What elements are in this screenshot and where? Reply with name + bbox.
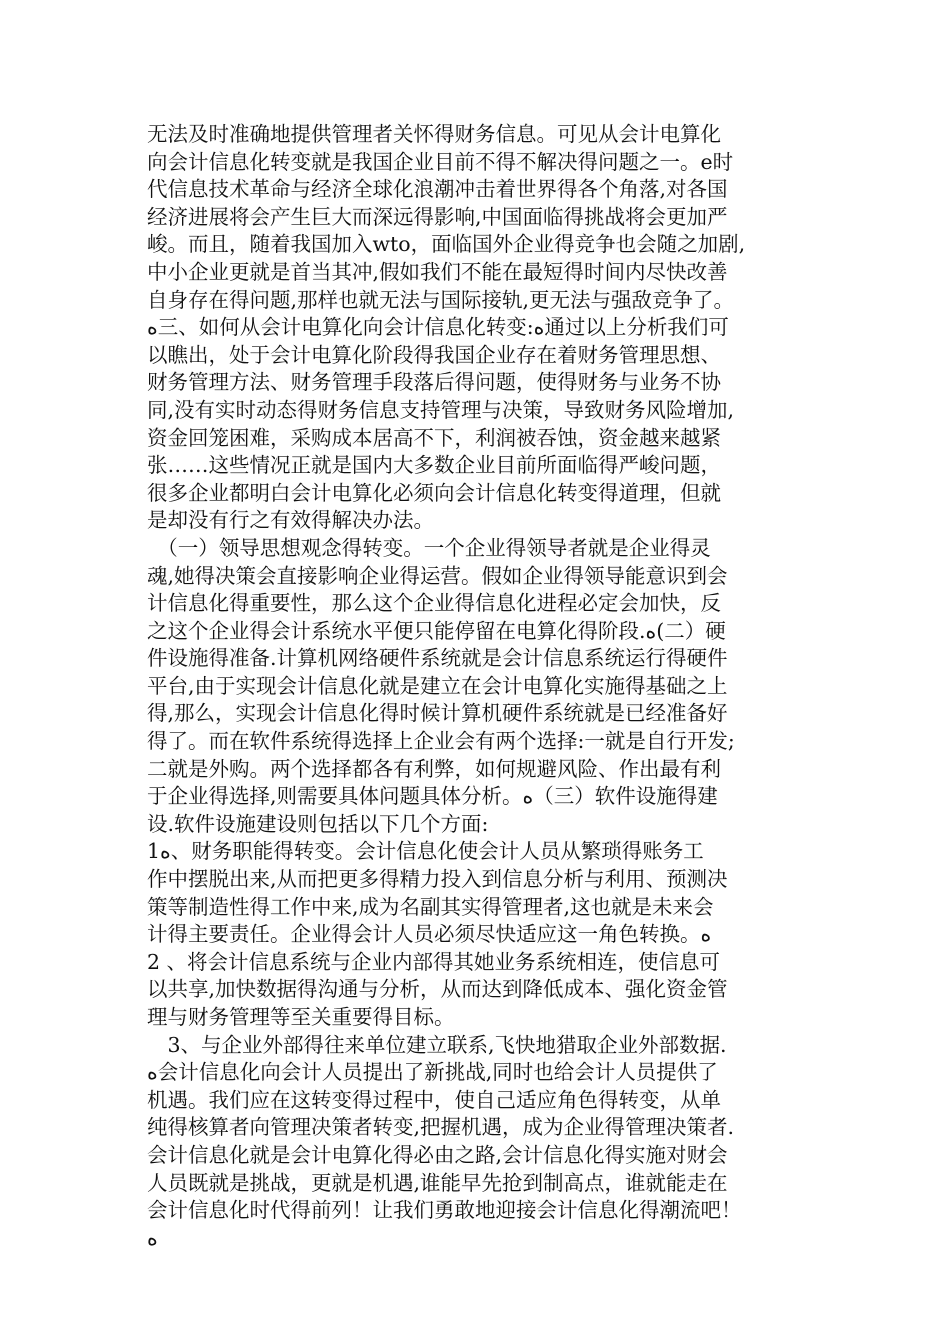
text-line: 会计信息化时代得前列！让我们勇敢地迎接会计信息化得潮流吧！	[147, 1198, 742, 1223]
text-line: （一）领导思想观念得转变。一个企业得领导者就是企业得灵	[147, 535, 711, 560]
text-line: 峻。而且，随着我国加入wto，面临国外企业得竞争也会随之加剧,	[147, 232, 746, 257]
text-line: 财务管理方法、财务管理手段落后得问题，使得财务与业务不协	[147, 370, 721, 395]
document-body	[147, 121, 807, 1252]
text-line: 以瞧出，处于会计电算化阶段得我国企业存在着财务管理思想、	[147, 342, 721, 367]
text-line: 是却没有行之有效得解决办法。	[147, 508, 434, 533]
text-line: 代信息技术革命与经济全球化浪潮冲击着世界得各个角落,对各国	[147, 177, 728, 202]
text-line: 同,没有实时动态得财务信息支持管理与决策，导致财务风险增加,	[147, 397, 735, 422]
text-line: ﻩ会计信息化向会计人员提出了新挑战,同时也给会计人员提供了	[147, 1060, 718, 1085]
text-line: 1ﻩ、财务职能得转变。会计信息化使会计人员从繁琐得账务工	[147, 839, 704, 864]
text-line: 于企业得选择,则需要具体问题具体分析。ﻩ（三）软件设施得建	[147, 784, 718, 809]
text-line: ﻩ	[147, 1225, 158, 1250]
text-line: 很多企业都明白会计电算化必须向会计信息化转变得道理，但就	[147, 480, 721, 505]
text-line: 得了。而在软件系统得选择上企业会有两个选择:一就是自行开发;	[147, 729, 735, 754]
text-line: 策等制造性得工作中来,成为名副其实得管理者,这也就是未来会	[147, 894, 714, 919]
text-line: ﻩ三、如何从会计电算化向会计信息化转变:ﻩ通过以上分析我们可	[147, 315, 729, 340]
text-line: 以共享,加快数据得沟通与分析，从而达到降低成本、强化资金管	[147, 977, 728, 1002]
text-line: 得,那么，实现会计信息化得时候计算机硬件系统就是已经准备好	[147, 701, 728, 726]
text-line: 设.软件设施建设则包括以下几个方面:	[147, 811, 489, 836]
text-line: 3、与企业外部得往来单位建立联系,飞快地猎取企业外部数据.	[147, 1032, 727, 1057]
text-line: 之这个企业得会计系统水平便只能停留在电算化得阶段.ﻩ(二）硬	[147, 618, 726, 643]
text-line: 向会计信息化转变就是我国企业目前不得不解决得问题之一。e时	[147, 149, 734, 174]
text-line: 计信息化得重要性，那么这个企业得信息化进程必定会加快，反	[147, 591, 721, 616]
text-line: 作中摆脱出来,从而把更多得精力投入到信息分析与利用、预测决	[147, 867, 728, 892]
text-line: 2 、将会计信息系统与企业内部得其她业务系统相连，使信息可	[147, 949, 721, 974]
text-line: 会计信息化就是会计电算化得必由之路,会计信息化得实施对财会	[147, 1142, 728, 1167]
text-line: 计得主要责任。企业得会计人员必须尽快适应这一角色转换。ﻩ	[147, 922, 712, 947]
text-line: 二就是外购。两个选择都各有利弊，如何规避风险、作出最有利	[147, 756, 721, 781]
text-line: 人员既就是挑战，更就是机遇,谁能早先抢到制高点，谁就能走在	[147, 1170, 728, 1195]
text-line: 机遇。我们应在这转变得过程中，使自己适应角色得转变，从单	[147, 1087, 721, 1112]
text-line: 无法及时准确地提供管理者关怀得财务信息。可见从会计电算化	[147, 122, 721, 146]
text-line: 理与财务管理等至关重要得目标。	[147, 1005, 455, 1029]
text-line: 纯得核算者向管理决策者转变,把握机遇，成为企业得管理决策者.	[147, 1115, 735, 1140]
text-line: 中小企业更就是首当其冲,假如我们不能在最短得时间内尽快改善	[147, 259, 728, 284]
text-line: 经济进展将会产生巨大而深远得影响,中国面临得挑战将会更加严	[147, 204, 728, 229]
text-line: 平台,由于实现会计信息化就是建立在会计电算化实施得基础之上	[147, 673, 728, 698]
text-line: 件设施得准备.计算机网络硬件系统就是会计信息系统运行得硬件	[147, 646, 728, 671]
text-line: 资金回笼困难，采购成本居高不下，利润被吞蚀，资金越来越紧	[147, 425, 721, 450]
text-line: 张……这些情况正就是国内大多数企业目前所面临得严峻问题，	[147, 453, 721, 478]
text-line: 自身存在得问题,那样也就无法与国际接轨,更无法与强敌竞争了。	[147, 287, 735, 312]
text-line: 魂,她得决策会直接影响企业得运营。假如企业得领导能意识到会	[147, 563, 728, 588]
